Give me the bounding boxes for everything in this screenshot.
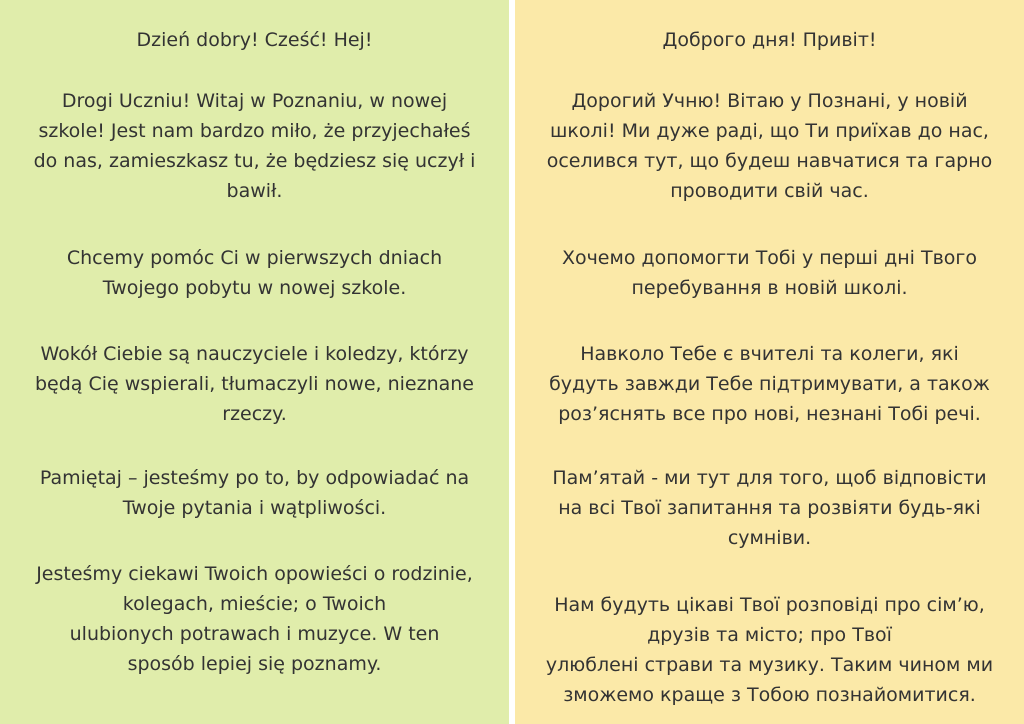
ukrainian-p2-line: перебування в новій школі. xyxy=(631,277,908,299)
polish-p2-line: Chcemy pomóc Ci w pierwszych dniach xyxy=(66,247,443,269)
polish-p3-line: będą Cię wspierali, tłumaczyli nowe, nieznane xyxy=(34,373,474,395)
polish-paragraph-4 xyxy=(0,463,509,523)
polish-p3-line: Wokół Ciebie są nauczyciele i koledzy, którzy xyxy=(40,343,469,365)
ukrainian-p5-line: зможемо краще з Тобою познайомитися. xyxy=(563,684,976,706)
polish-paragraph-2 xyxy=(0,243,509,303)
ukrainian-greeting xyxy=(515,25,1024,55)
polish-p4-line: Twoje pytania i wątpliwości. xyxy=(122,497,387,519)
polish-p1-line: bawił. xyxy=(226,180,283,202)
ukrainian-paragraph-1 xyxy=(515,86,1024,206)
ukrainian-p1-line: школі! Ми дуже раді, що Ти приїхав до нас, xyxy=(550,120,989,142)
ukrainian-p1-line: Дорогий Учню! Вітаю у Познані, у новій xyxy=(571,90,968,112)
polish-paragraph-3 xyxy=(0,339,509,429)
polish-paragraph-5 xyxy=(0,559,509,679)
ukrainian-column xyxy=(515,0,1024,724)
polish-p5-line: ulubionych potrawach i muzyce. W ten xyxy=(69,623,440,645)
ukrainian-p2-line: Хочемо допомогти Тобі у перші дні Твого xyxy=(561,247,978,269)
ukrainian-greeting-line: Доброго дня! Привіт! xyxy=(662,29,877,51)
polish-p5-line: sposób lepiej się poznamy. xyxy=(127,653,382,675)
ukrainian-p3-line: Навколо Тебе є вчителі та колеги, які xyxy=(580,343,959,365)
ukrainian-p4-line: сумніви. xyxy=(727,527,812,549)
polish-p3-line: rzeczy. xyxy=(222,403,287,425)
polish-column xyxy=(0,0,509,724)
ukrainian-paragraph-3 xyxy=(515,339,1024,429)
ukrainian-p1-line: оселився тут, що будеш навчатися та гарно xyxy=(546,150,993,172)
ukrainian-p5-line: Нам будуть цікаві Твої розповіді про сім’ю, xyxy=(554,594,985,616)
ukrainian-p3-line: роз’яснять все про нові, незнані Тобі речі. xyxy=(558,403,981,425)
ukrainian-p1-line: проводити свій час. xyxy=(670,180,869,202)
ukrainian-p5-line: друзів та місто; про Твої xyxy=(647,624,892,646)
polish-paragraph-1 xyxy=(0,86,509,206)
polish-greeting-line: Dzień dobry! Cześć! Hej! xyxy=(136,29,373,51)
ukrainian-paragraph-2 xyxy=(515,243,1024,303)
polish-p1-line: do nas, zamieszkasz tu, że będziesz się uczył i xyxy=(33,150,476,172)
polish-p4-line: Pamiętaj – jesteśmy po to, by odpowiadać na xyxy=(39,467,470,489)
ukrainian-p4-line: на всі Твої запитання та розвіяти будь-які xyxy=(558,497,981,519)
polish-p1-line: szkole! Jest nam bardzo miło, że przyjechałeś xyxy=(38,120,471,142)
ukrainian-p5-line: улюблені страви та музику. Таким чином ми xyxy=(545,654,994,676)
polish-greeting xyxy=(0,25,509,55)
polish-p2-line: Twojego pobytu w nowej szkole. xyxy=(102,277,407,299)
polish-p5-line: kolegach, mieście; o Twoich xyxy=(122,593,387,615)
ukrainian-paragraph-4 xyxy=(515,463,1024,553)
ukrainian-paragraph-5 xyxy=(515,590,1024,710)
ukrainian-p4-line: Пам’ятай - ми тут для того, щоб відповісти xyxy=(552,467,987,489)
polish-p1-line: Drogi Uczniu! Witaj w Poznaniu, w nowej xyxy=(61,90,448,112)
ukrainian-p3-line: будуть завжди Тебе підтримувати, а також xyxy=(549,373,990,395)
polish-p5-line: Jesteśmy ciekawi Twoich opowieści o rodzinie, xyxy=(36,563,473,585)
